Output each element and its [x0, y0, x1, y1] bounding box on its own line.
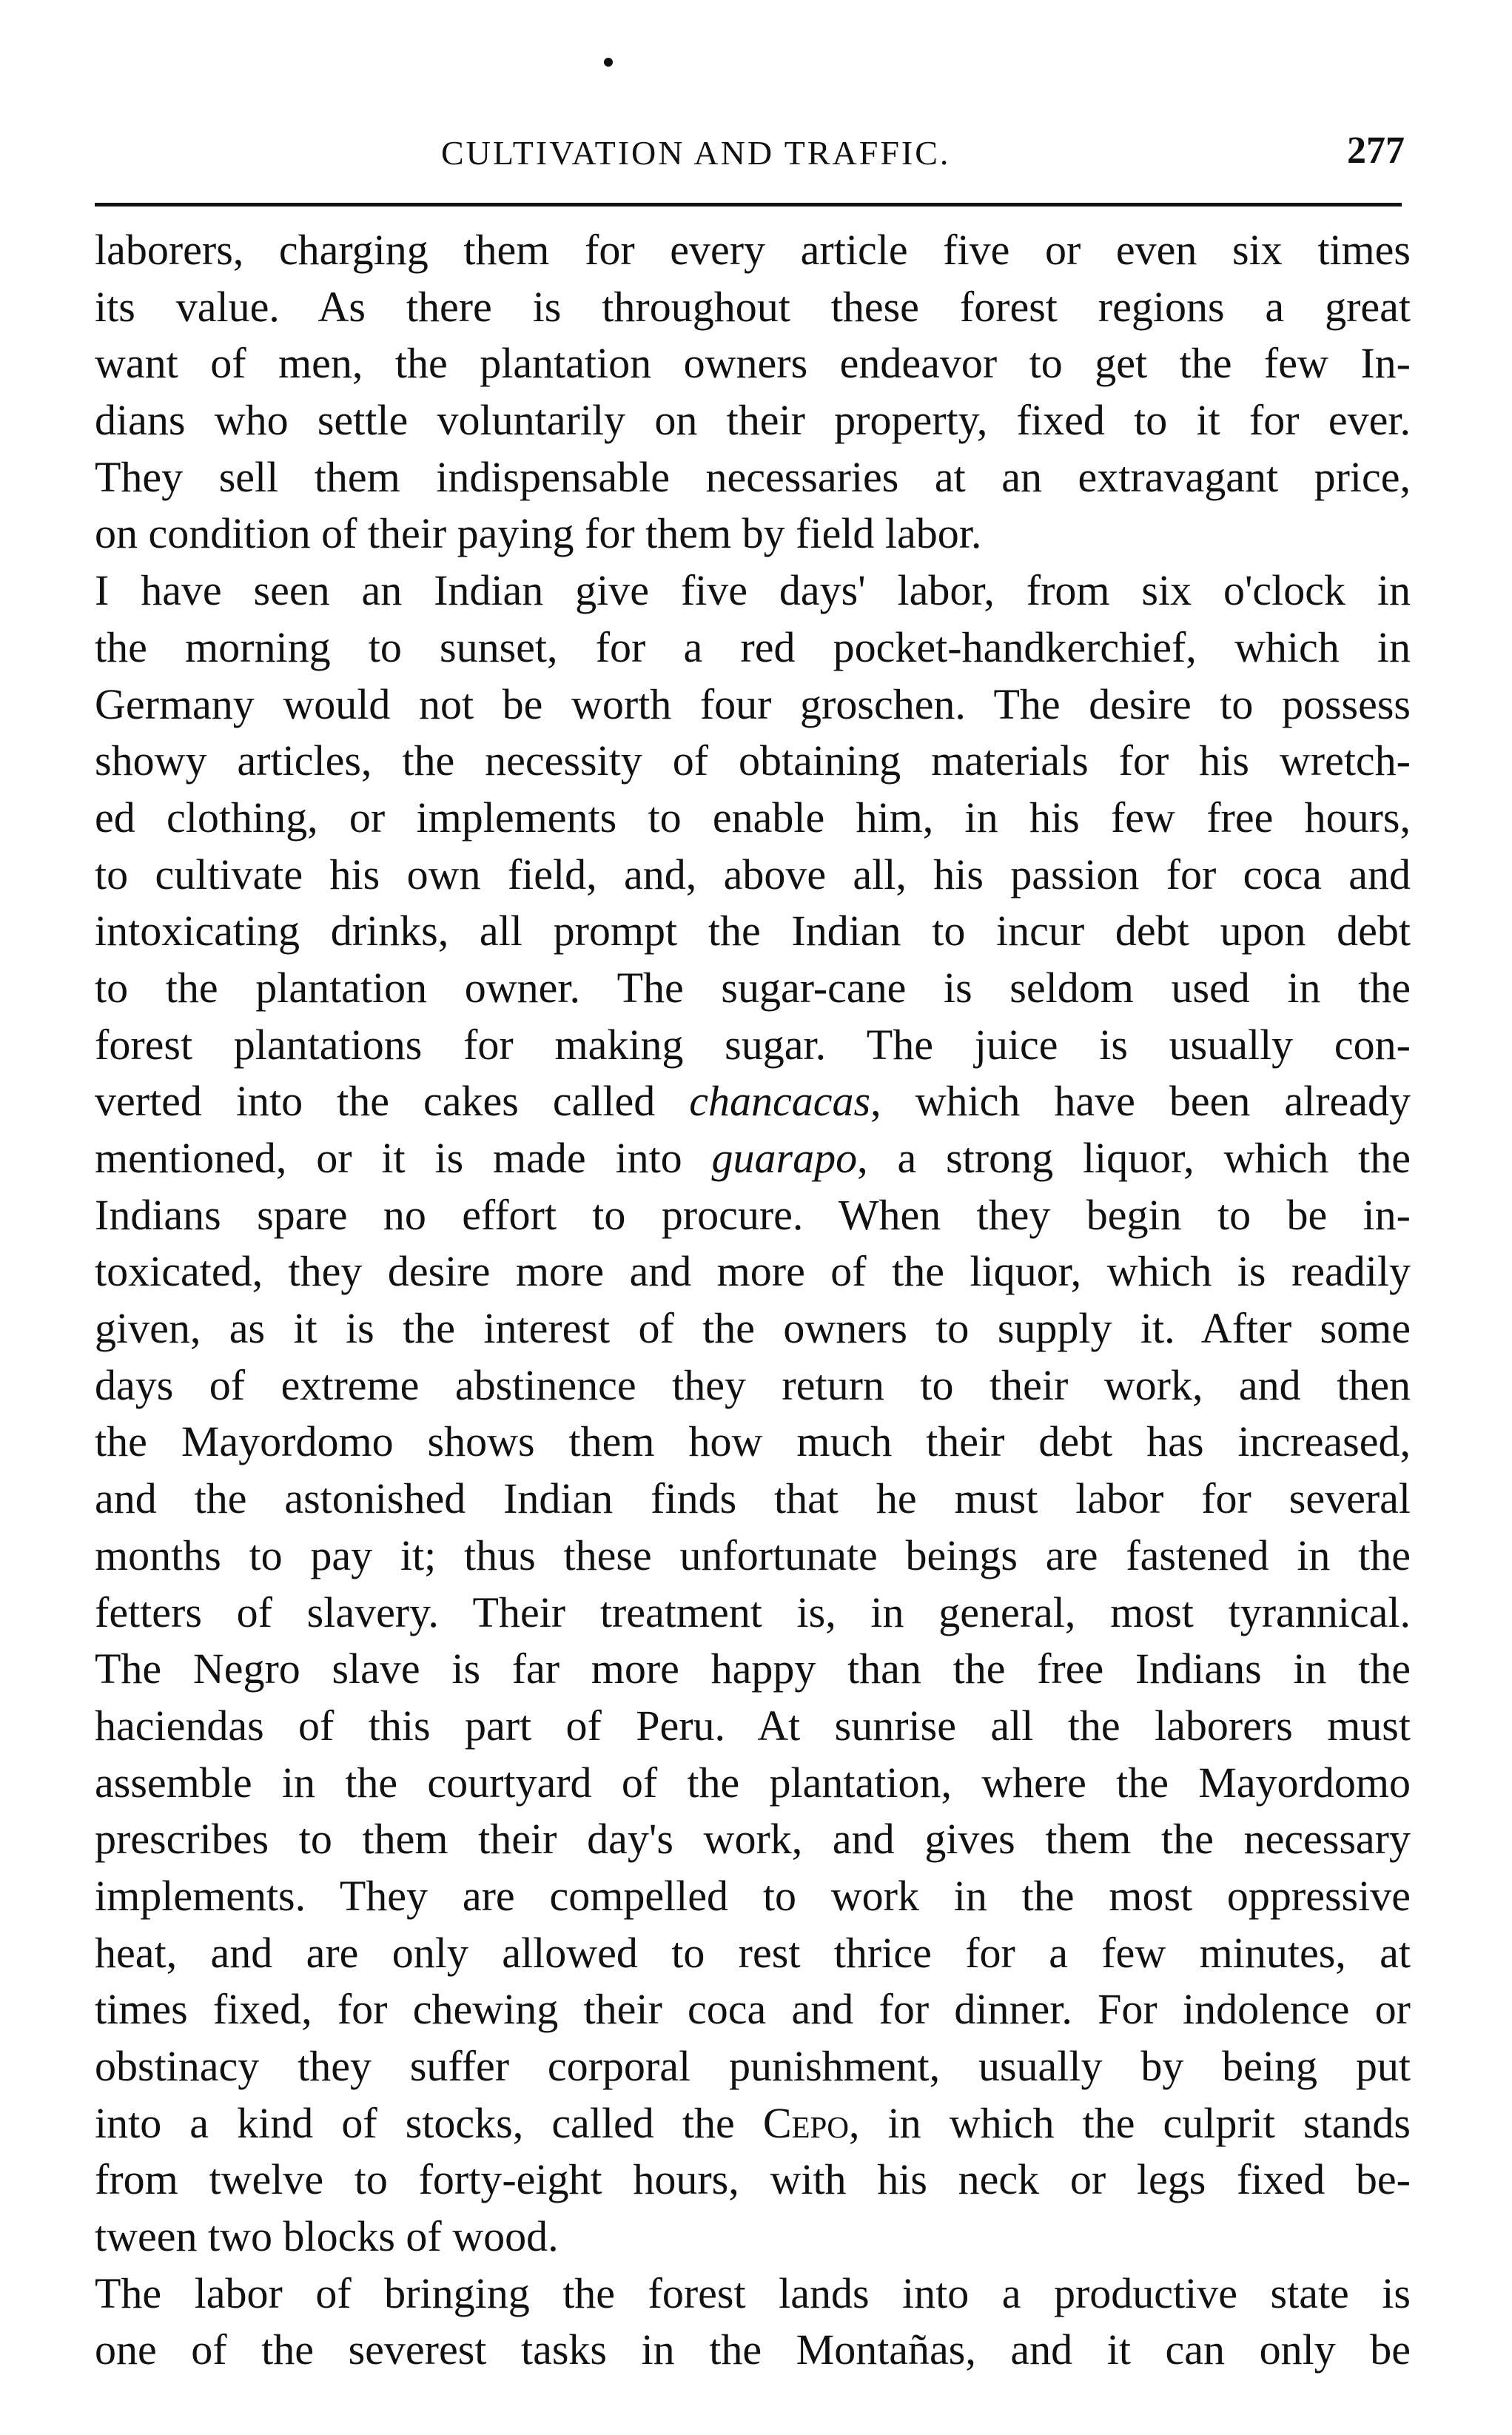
text-line — [95, 676, 1411, 733]
text-line — [95, 1868, 1411, 1925]
text-line — [95, 1925, 1411, 1982]
text-line — [95, 279, 1411, 336]
text-segment: to the plantation owner. The sugar-cane is seldom used in the — [95, 963, 1411, 1012]
text-line — [95, 1698, 1411, 1755]
text-segment: want of men, the plantation owners endeavor to get the few In- — [95, 339, 1411, 388]
body-text — [95, 222, 1411, 2379]
text-segment: The Negro slave is far more happy than the free Indians in the — [95, 1645, 1411, 1693]
text-line — [95, 1357, 1411, 1414]
italic-term: guarapo — [711, 1134, 858, 1182]
text-segment: prescribes to them their day's work, and gives them the necessary — [95, 1815, 1411, 1864]
text-line — [95, 1243, 1411, 1300]
text-segment: tween two blocks of wood. — [95, 2212, 559, 2261]
text-line — [95, 1130, 1411, 1187]
text-segment: haciendas of this part of Peru. At sunrise all the laborers must — [95, 1701, 1411, 1750]
text-line — [95, 2209, 1411, 2266]
text-segment: heat, and are only allowed to rest thrice for a few minutes, at — [95, 1928, 1411, 1977]
text-segment: from twelve to forty-eight hours, with his neck or legs fixed be- — [95, 2155, 1411, 2204]
text-line — [95, 903, 1411, 960]
text-segment: ed clothing, or implements to enable him, in his few free hours, — [95, 793, 1411, 842]
text-segment: the Mayordomo shows them how much their debt has increased, — [95, 1417, 1411, 1466]
text-line — [95, 335, 1411, 392]
text-segment: days of extreme abstinence they return to their work, and then — [95, 1360, 1411, 1409]
text-line — [95, 1981, 1411, 2038]
text-segment: forest plantations for making sugar. The juice is usually con- — [95, 1020, 1411, 1069]
small-caps-term: Cepo — [762, 2098, 849, 2147]
italic-term: chancacas — [689, 1077, 871, 1126]
text-line — [95, 449, 1411, 506]
text-segment: , which have been already — [870, 1077, 1411, 1126]
text-segment: toxicated, they desire more and more of the liquor, which is readily — [95, 1247, 1411, 1296]
text-line — [95, 847, 1411, 904]
text-segment: intoxicating drinks, all prompt the Indian to incur debt upon debt — [95, 907, 1411, 955]
text-line — [95, 2266, 1411, 2323]
text-line — [95, 1471, 1411, 1528]
text-segment: into a kind of stocks, called the — [95, 2098, 763, 2147]
text-segment: times fixed, for chewing their coca and for dinner. For indolence or — [95, 1985, 1411, 2034]
text-line — [95, 1300, 1411, 1357]
ink-speck — [604, 58, 613, 67]
text-segment: fetters of slavery. Their treatment is, in general, most tyrannical. — [95, 1588, 1411, 1636]
text-segment: Indians spare no effort to procure. When they begin to be in- — [95, 1190, 1411, 1239]
text-line — [95, 562, 1411, 619]
text-line — [95, 1755, 1411, 1812]
text-line — [95, 1073, 1411, 1130]
text-line — [95, 1187, 1411, 1244]
text-segment: to cultivate his own field, and, above all, his passion for coca and — [95, 850, 1411, 899]
text-segment: assemble in the courtyard of the plantation, where the Mayordomo — [95, 1758, 1411, 1807]
text-segment: obstinacy they suffer corporal punishment, usually by being put — [95, 2042, 1411, 2090]
text-line — [95, 960, 1411, 1017]
text-segment: , a strong liquor, which the — [857, 1134, 1411, 1182]
text-segment: one of the severest tasks in the Montañas, and it can only be — [95, 2325, 1411, 2374]
text-line — [95, 1528, 1411, 1585]
text-line — [95, 790, 1411, 847]
running-head: CULTIVATION AND TRAFFIC. — [441, 134, 951, 172]
text-segment: Germany would not be worth four groschen. The desire to possess — [95, 679, 1411, 728]
text-segment: , in which the culprit stands — [848, 2098, 1411, 2147]
text-line — [95, 506, 1411, 562]
text-segment: its value. As there is throughout these forest regions a great — [95, 282, 1411, 331]
text-line — [95, 619, 1411, 676]
text-line — [95, 2152, 1411, 2209]
page-number: 277 — [1347, 130, 1405, 172]
text-line — [95, 2322, 1411, 2379]
text-line — [95, 1585, 1411, 1642]
text-segment: implements. They are compelled to work in the most oppressive — [95, 1871, 1411, 1920]
text-segment: laborers, charging them for every article five or even six times — [95, 226, 1411, 274]
text-line — [95, 392, 1411, 449]
text-segment: months to pay it; thus these unfortunate beings are fastened in the — [95, 1531, 1411, 1579]
text-segment: verted into the cakes called — [95, 1077, 690, 1126]
text-line — [95, 1811, 1411, 1868]
text-segment: dians who settle voluntarily on their property, fixed to it for ever. — [95, 396, 1411, 445]
text-segment: showy articles, the necessity of obtaining materials for his wretch- — [95, 736, 1411, 785]
header-rule — [95, 203, 1402, 206]
text-segment: The labor of bringing the forest lands into a productive state is — [95, 2268, 1411, 2317]
text-line — [95, 2038, 1411, 2095]
text-segment: and the astonished Indian finds that he must labor for several — [95, 1474, 1411, 1523]
text-line — [95, 1017, 1411, 1074]
text-segment: the morning to sunset, for a red pocket-handkerchief, which in — [95, 622, 1411, 671]
text-line — [95, 1641, 1411, 1698]
text-segment: I have seen an Indian give five days' labor, from six o'clock in — [95, 566, 1411, 615]
text-line — [95, 1414, 1411, 1471]
text-line — [95, 733, 1411, 790]
text-segment: They sell them indispensable necessaries at an extravagant price, — [95, 452, 1411, 501]
text-segment: on condition of their paying for them by field labor. — [95, 509, 982, 558]
text-segment: mentioned, or it is made into — [95, 1134, 712, 1182]
text-line — [95, 2095, 1411, 2152]
text-segment: given, as it is the interest of the owners to supply it. After some — [95, 1304, 1411, 1353]
text-line — [95, 222, 1411, 279]
